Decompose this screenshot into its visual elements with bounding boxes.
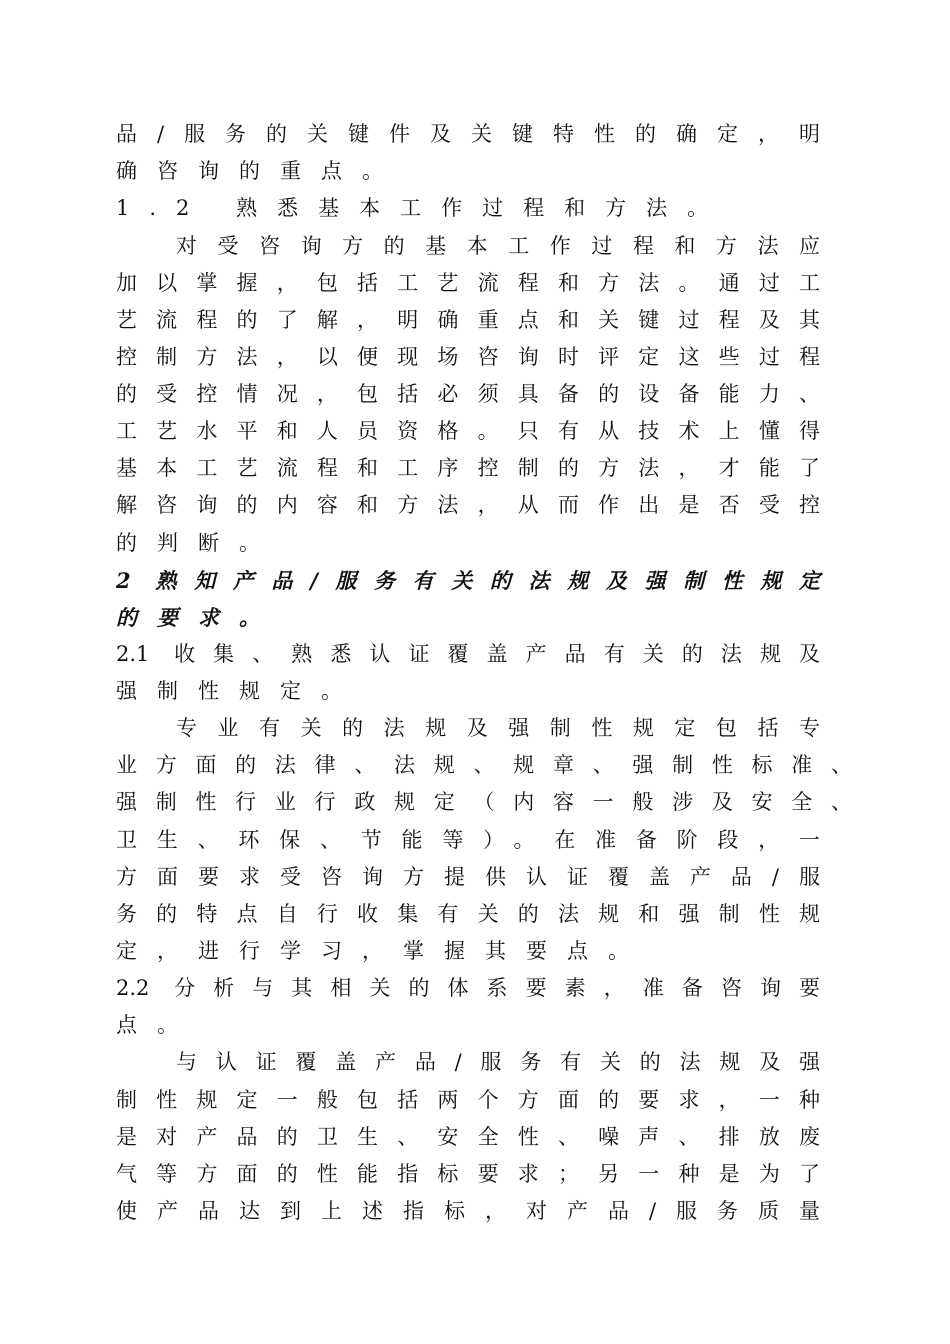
text-line: 工艺水平和人员资格。只有从技术上懂得 <box>116 419 820 443</box>
text-line: 确咨询的重点。 <box>116 159 403 183</box>
text-line: 解咨询的内容和方法，从而作出是否受控 <box>116 493 820 517</box>
text-line: 定，进行学习，掌握其要点。 <box>116 939 649 963</box>
text-line: 务的特点自行收集有关的法规和强制性规 <box>116 902 820 926</box>
text-line: 专业有关的法规及强制性规定包括专 <box>176 716 820 740</box>
text-line: 使产品达到上述指标，对产品/服务质量 <box>116 1199 820 1223</box>
text-line: 2.2 分析与其相关的体系要素，准备咨询要 <box>116 976 820 1000</box>
text-line: 与认证覆盖产品/服务有关的法规及强 <box>176 1050 820 1074</box>
text-line: 1.2 熟悉基本工作过程和方法。 <box>116 196 729 220</box>
text-line: 的受控情况，包括必须具备的设备能力、 <box>116 382 820 406</box>
text-line: 基本工艺流程和工序控制的方法，才能了 <box>116 456 820 480</box>
text-line: 控制方法，以便现场咨询时评定这些过程 <box>116 345 820 369</box>
text-line: 的要求。 <box>116 605 280 630</box>
text-line: 对受咨询方的基本工作过程和方法应 <box>176 234 820 258</box>
text-line: 方面要求受咨询方提供认证覆盖产品/服 <box>116 865 820 889</box>
text-line: 制性规定一般包括两个方面的要求，一种 <box>116 1088 820 1112</box>
text-line: 加以掌握，包括工艺流程和方法。通过工 <box>116 271 820 295</box>
text-line: 强制性行业行政规定（内容一般涉及安全、 <box>116 790 852 814</box>
text-line: 气等方面的性能指标要求；另一种是为了 <box>116 1162 820 1186</box>
text-line: 强制性规定。 <box>116 679 362 703</box>
text-line: 2.1 收集、熟悉认证覆盖产品有关的法规及 <box>116 642 820 666</box>
text-line: 2 熟知产品/服务有关的法规及强制性规定 <box>116 568 820 593</box>
text-line: 点。 <box>116 1013 198 1037</box>
text-line: 业方面的法律、法规、规章、强制性标准、 <box>116 753 852 777</box>
text-line: 的判断。 <box>116 531 280 555</box>
text-line: 卫生、环保、节能等）。在准备阶段，一 <box>116 828 820 852</box>
text-line: 品/服务的关键件及关键特性的确定，明 <box>116 122 820 146</box>
text-line: 是对产品的卫生、安全性、噪声、排放废 <box>116 1125 820 1149</box>
text-line: 艺流程的了解，明确重点和关键过程及其 <box>116 308 820 332</box>
